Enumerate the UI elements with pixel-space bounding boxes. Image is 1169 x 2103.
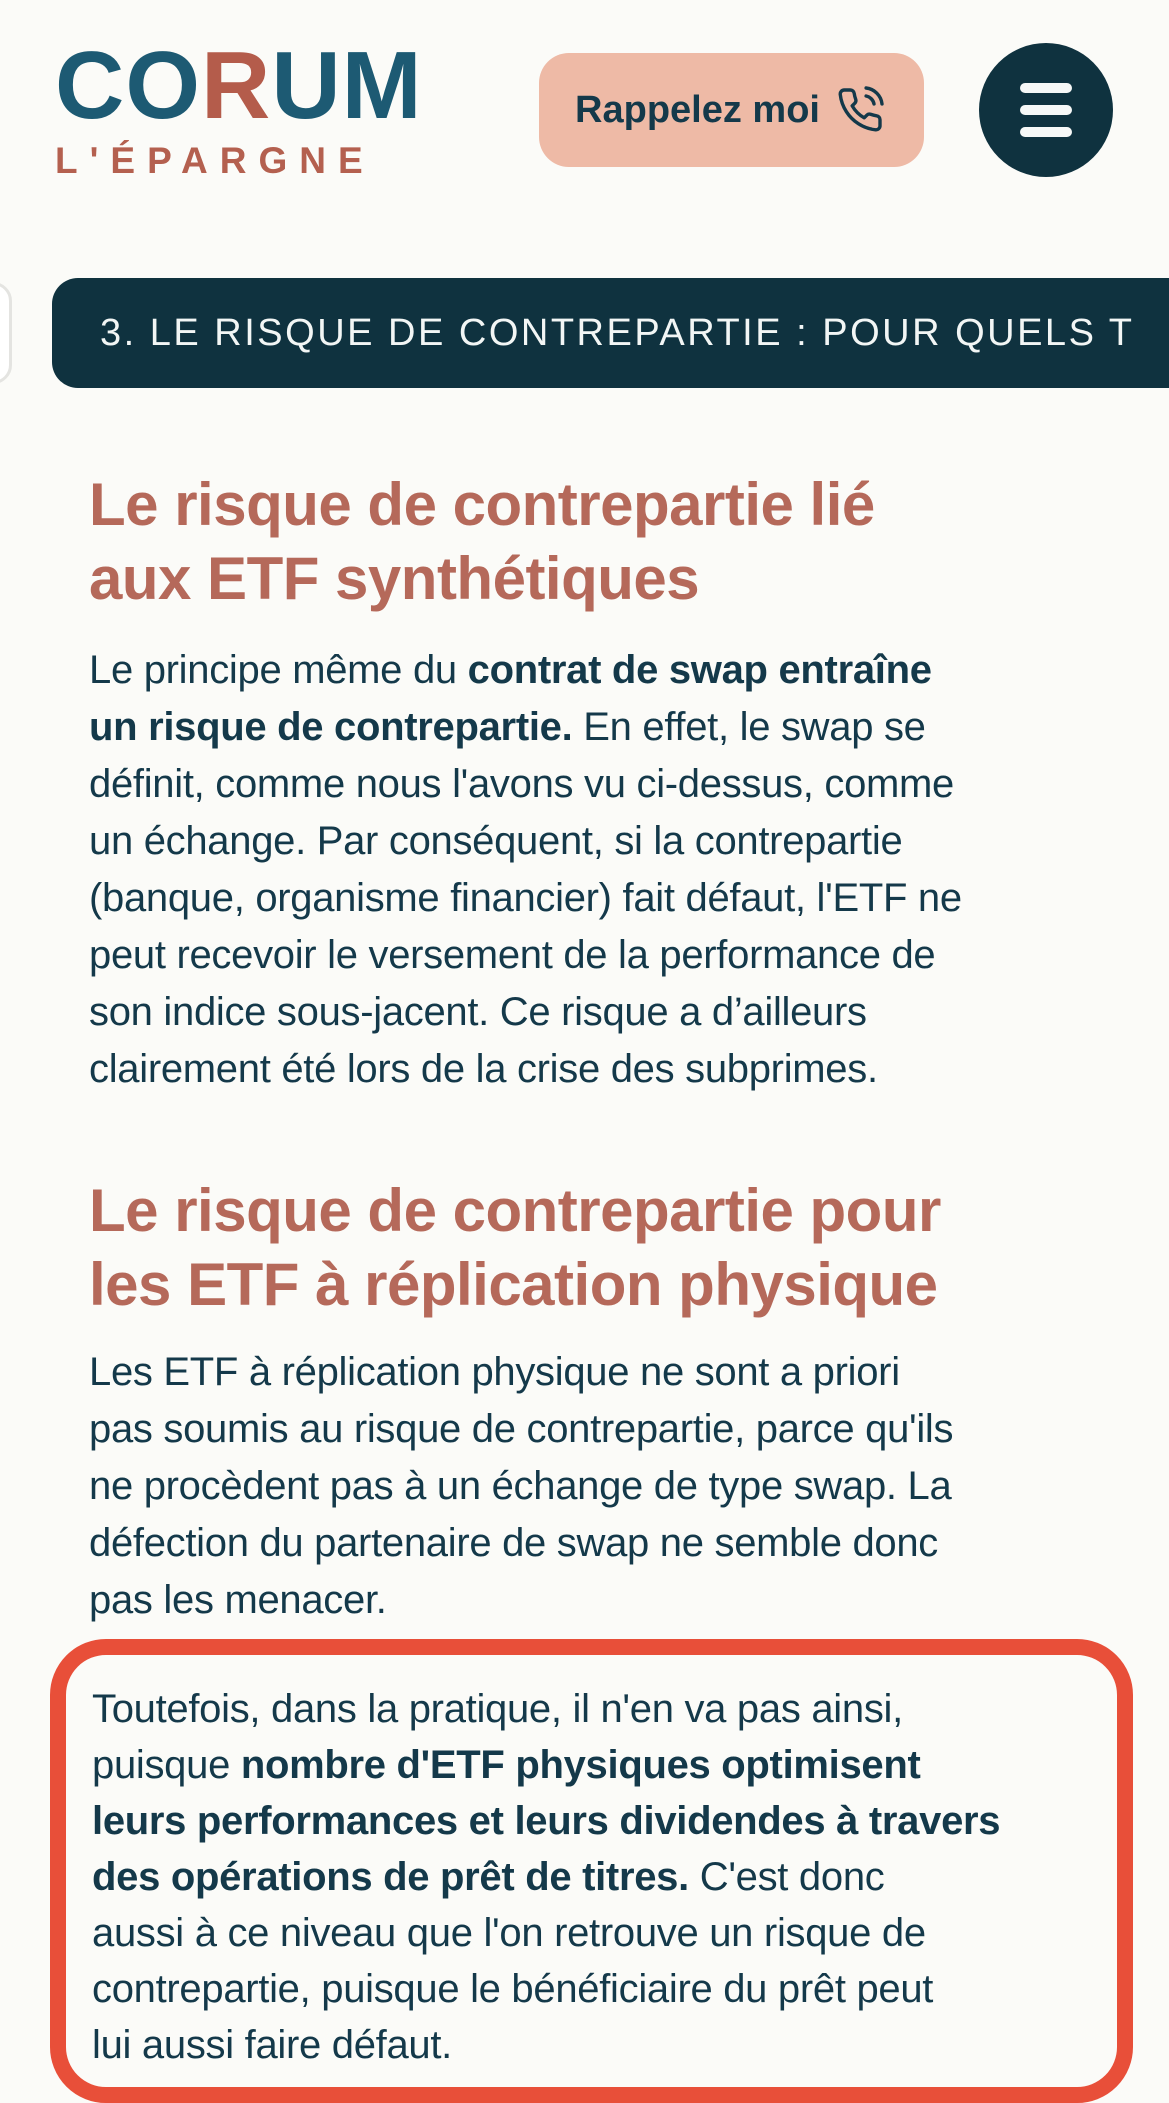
callback-button[interactable] bbox=[539, 53, 924, 167]
paragraph-physical-etf: Les ETF à réplication physique ne sont a priori pas soumis au risque de contrepartie, parce qu'ils ne procèdent pas à un échange de type swap. La défection du partenaire de swap ne semble donc pas les menacer. bbox=[89, 1350, 954, 1622]
highlight-paragraph: Toutefois, dans la pratique, il n'en va pas ainsi, puisque nombre d'ETF physiques optimisent leurs performances et leurs dividendes à travers des opérations de prêt de titres. C'est donc aussi à ce niveau que l'on retrouve un risque de contrepartie, puisque le bénéficiaire du prêt peut lui aussi faire défaut. bbox=[92, 1687, 1001, 2067]
logo-wordmark bbox=[55, 32, 423, 139]
article-content bbox=[0, 468, 1169, 1629]
heading-physical-etf: Le risque de contrepartie pour les ETF à réplication physique bbox=[89, 1177, 941, 1318]
previous-tab-edge[interactable] bbox=[0, 282, 12, 384]
logo-subtitle: L'ÉPARGNE bbox=[55, 140, 375, 181]
logo-text-r: R bbox=[201, 32, 272, 139]
phone-ring-icon bbox=[836, 86, 884, 134]
heading-synthetic-etf: Le risque de contrepartie lié aux ETF synthétiques bbox=[89, 471, 875, 612]
section-tabs-row bbox=[0, 278, 1169, 388]
section-tab-label: 3. LE RISQUE DE CONTREPARTIE : POUR QUELS T bbox=[100, 311, 1135, 354]
highlight-box bbox=[50, 1639, 1133, 2103]
site-header bbox=[0, 0, 1169, 182]
logo-text-um: UM bbox=[271, 32, 423, 139]
menu-button[interactable] bbox=[979, 43, 1113, 177]
logo-text-co: CO bbox=[55, 32, 201, 139]
section-tab-banner[interactable] bbox=[52, 278, 1169, 388]
paragraph-synthetic-etf: Le principe même du contrat de swap entraîne un risque de contrepartie. En effet, le swap se définit, comme nous l'avons vu ci-dessus, comme un échange. Par conséquent, si la contrepartie (banque, organisme financier) fait défaut, l'ETF ne peut recevoir le versement de la performance de son indice sous-jacent. Ce risque a d’ailleurs clairement été lors de la crise des subprimes. bbox=[89, 648, 962, 1091]
corum-logo[interactable] bbox=[55, 32, 423, 182]
callback-button-label: Rappelez moi bbox=[575, 88, 820, 131]
